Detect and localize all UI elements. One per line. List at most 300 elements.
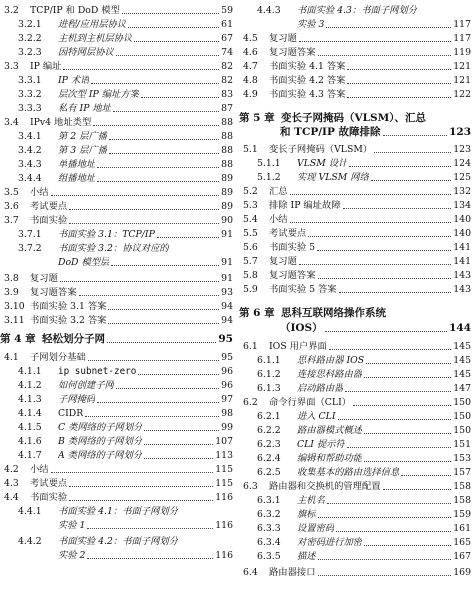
toc-entry-title: CIDR [58,408,84,419]
toc-leader-dots [144,430,219,431]
toc-entry-number: 6.2.4 [257,453,281,464]
toc-leader-dots [371,180,451,181]
toc-page-number: 95 [221,352,233,363]
toc-entry-title: IP 术语 [58,75,90,86]
toc-entry-number: 3.2.3 [18,47,42,58]
toc-entry-title: 组播地址 [58,173,96,184]
toc-entry-number: 4.5 [243,33,258,44]
toc-page-number: 124 [453,158,471,169]
toc-entry-row [4,102,233,115]
toc-entry-title: 私有 IP 地址 [58,103,112,114]
toc-page-number: 165 [453,537,471,548]
toc-entry-number: 6.3.5 [257,551,281,562]
toc-entry-number: 3.3 [4,61,19,72]
toc-entry-title: 启动路由器 [297,383,344,394]
toc-entry-row [243,340,471,353]
toc-entry-number: 4.7 [243,61,258,72]
toc-page-number: 150 [453,397,471,408]
toc-entry-title: 路由器模式概述 [297,425,363,436]
toc-entry-number: 6.2.2 [257,425,281,436]
toc-entry-title: 和 TCP/IP 故障排除 [280,126,381,138]
toc-page-number: 94 [221,301,233,312]
toc-leader-dots [141,97,219,98]
toc-entry-number: 4.4.2 [18,536,42,547]
toc-page-number: 134 [453,200,471,211]
toc-leader-dots [374,152,451,153]
toc-entry-row [4,18,233,31]
toc-entry-number: 4.1.2 [18,380,42,391]
toc-leader-dots [128,27,219,28]
toc-entry-title: ip subnet-zero [58,366,137,377]
toc-entry-title: B 类网络的子网划分 [58,436,143,447]
toc-page-number: 141 [453,242,471,253]
toc-entry-title: 书面实验 [30,492,68,503]
toc-page-number: 87 [221,103,233,114]
toc-entry-row [243,424,471,437]
toc-entry-title: DoD 模型层 [58,257,110,268]
toc-entry-row [243,368,471,381]
toc-leader-dots [329,349,451,350]
toc-entry-row [243,354,471,367]
toc-entry-number: 3.7 [4,215,19,226]
toc-entry-row [4,505,233,518]
toc-entry-title: 实验 2 [58,550,86,561]
toc-page-number: 88 [221,159,233,170]
toc-entry-row [243,46,471,59]
toc-entry-number: 3.2.2 [18,33,42,44]
toc-leader-dots [318,559,452,560]
toc-page-number: 145 [453,355,471,366]
toc-entry-title: 子网掩码 [58,394,96,405]
toc-leader-dots [325,331,447,332]
toc-page-number: 115 [215,464,233,475]
toc-entry-title: A 类网络的子网划分 [58,450,143,461]
toc-leader-dots [290,194,452,195]
toc-entry-number: 4.1.7 [18,450,42,461]
toc-entry-row [243,143,471,156]
toc-entry-title: 书面实验 4.3 答案 [269,89,346,100]
toc-entry-row [243,536,471,549]
toc-entry-number: 4.1.6 [18,436,42,447]
toc-entry-number: 3.4.2 [18,145,42,156]
toc-entry-number: 3.11 [4,315,25,326]
toc-entry-title: 编辑和帮助功能 [297,453,363,464]
toc-chapter-row [0,333,233,346]
toc-entry-row [4,449,233,462]
toc-entry-row [243,494,471,507]
toc-entry-row [4,421,233,434]
toc-leader-dots [347,83,451,84]
toc-entry-row [4,172,233,185]
toc-entry-row [243,480,471,493]
toc-entry-title: 复习题 [269,33,297,44]
toc-leader-dots [144,458,213,459]
toc-leader-dots [97,402,219,403]
toc-entry-title: 复习题答案 [269,270,316,281]
toc-entry-row [4,60,233,73]
toc-entry-row [243,213,471,226]
toc-page-number: 116 [215,492,233,503]
toc-entry-title: 路由器和交换机的管理配置 [269,481,381,492]
toc-leader-dots [336,531,451,532]
toc-leader-dots [122,13,219,14]
toc-page-number: 82 [221,61,233,72]
toc-leader-dots [109,139,219,140]
toc-entry-title: 思科路由器 IOS [297,355,365,366]
toc-page-number: 117 [453,33,471,44]
toc-leader-dots [87,558,213,559]
toc-entry-title: 复习题答案 [269,47,316,58]
toc-entry-row [4,300,233,313]
toc-leader-dots [364,433,451,434]
toc-entry-number: 4.2 [4,464,19,475]
toc-entry-number: 6.3 [243,481,258,492]
toc-page-number: 67 [221,33,233,44]
toc-leader-dots [318,517,452,518]
toc-entry-title: 路由器接口 [269,567,316,578]
toc-leader-dots [157,237,219,238]
toc-entry-row [243,157,471,170]
toc-entry-row [4,228,233,241]
toc-entry-row [4,365,233,378]
toc-entry-title: 书面实验 4.2：书面子网划分 [58,536,179,547]
toc-leader-dots [383,489,452,490]
toc-entry-number: 6.2.1 [257,411,281,422]
toc-entry-title: 单播地址 [58,159,96,170]
toc-leader-dots [318,575,452,576]
toc-entry-number: 3.4.3 [18,159,42,170]
toc-page-number: 153 [453,453,471,464]
toc-page-number: 158 [453,481,471,492]
toc-leader-dots [345,391,451,392]
toc-leader-dots [366,363,451,364]
toc-entry-number: 4.8 [243,75,258,86]
toc-entry-number: 6.1.3 [257,383,281,394]
toc-entry-row [243,452,471,465]
toc-page-number: 117 [453,19,471,30]
toc-entry-number: 3.7.2 [18,243,42,254]
toc-page-number: 82 [221,75,233,86]
toc-entry-title: 设置密码 [297,523,335,534]
toc-page-number: 123 [453,144,471,155]
toc-entry-number: 3.4.1 [18,131,42,142]
toc-leader-dots [85,416,219,417]
toc-page-number: 91 [221,229,233,240]
toc-leader-dots [69,223,219,224]
toc-entry-row [4,435,233,448]
toc-entry-number: 5.1.2 [257,172,281,183]
toc-entry-number: 3.8 [4,273,19,284]
toc-page-number: 145 [453,369,471,380]
toc-entry-number: 3.3.3 [18,103,42,114]
toc-entry-row [4,130,233,143]
toc-page-number: 96 [221,366,233,377]
toc-entry-title: 实现 VLSM 网络 [297,172,369,183]
toc-page-number: 169 [453,567,471,578]
toc-entry-row [4,32,233,45]
toc-entry-row [243,382,471,395]
toc-entry-number: 3.2.1 [18,19,42,30]
toc-page-number: 113 [215,450,233,461]
toc-leader-dots [326,27,451,28]
toc-entry-title: 书面实验 3.2 答案 [30,315,107,326]
toc-entry-number: 3.6 [4,201,19,212]
toc-entry-number: 5.2 [243,186,258,197]
toc-entry-title: 对密码进行加密 [297,537,363,548]
toc-entry-number: 6.3.4 [257,537,281,548]
toc-entry-row [4,116,233,129]
toc-entry-row [4,74,233,87]
toc-entry-row [4,351,233,364]
toc-leader-dots [60,281,219,282]
toc-entry-row [4,463,233,476]
toc-entry-number: 第 5 章 [239,112,275,124]
toc-entry-title: 汇总 [269,186,288,197]
toc-entry-title: （IOS） [280,322,323,334]
toc-leader-dots [111,265,219,266]
toc-entry-number: 3.5 [4,187,19,198]
toc-page-number: 98 [221,408,233,419]
toc-entry-title: 书面实验 3.2：协议对应的 [58,243,169,254]
toc-entry-title: 描述 [297,551,316,562]
toc-entry-number: 6.3.1 [257,495,281,506]
toc-page-number: 95 [218,333,233,345]
toc-entry-number: 3.10 [4,301,25,312]
toc-entry-title: CLI 提示符 [297,439,345,450]
toc-entry-title: 书面实验 3.1 答案 [30,301,107,312]
toc-entry-row [4,200,233,213]
toc-entry-number: 4.1 [4,352,19,363]
toc-entry-number: 5.1 [243,144,258,155]
toc-leader-dots [109,153,219,154]
toc-entry-title: 实验 1 [58,520,86,531]
toc-entry-number: 第 4 章 [0,333,36,345]
toc-leader-dots [113,111,219,112]
toc-entry-number: 4.4 [4,492,19,503]
toc-page-number: 123 [449,126,471,138]
toc-entry-row [4,519,233,532]
toc-entry-title: 排除 IP 编址故障 [269,200,341,211]
toc-entry-number: 4.4.3 [257,5,281,16]
toc-leader-dots [318,55,452,56]
toc-entry-row [243,199,471,212]
toc-page-number: 150 [453,425,471,436]
toc-entry-row [4,286,233,299]
toc-entry-title: 书面实验 4.3：书面子网划分 [297,5,418,16]
toc-entry-row [243,60,471,73]
toc-entry-number: 3.3.2 [18,89,42,100]
toc-entry-number: 第 6 章 [239,307,275,319]
toc-entry-number: 4.1.4 [18,408,42,419]
toc-page-number: 89 [221,201,233,212]
toc-entry-title: 书面实验 3.1：TCP/IP [58,229,155,240]
toc-entry-title: 复习题答案 [30,287,77,298]
toc-leader-dots [108,309,219,310]
toc-entry-number: 6.4 [243,567,258,578]
toc-page-number: 145 [453,341,471,352]
toc-entry-number: 5.4 [243,214,258,225]
toc-page-number: 161 [453,523,471,534]
toc-page-number: 93 [221,287,233,298]
toc-entry-row [243,522,471,535]
toc-leader-dots [69,486,213,487]
toc-entry-row [4,491,233,504]
toc-entry-row [243,396,471,409]
toc-entry-number: 6.2 [243,397,258,408]
toc-leader-dots [383,135,448,136]
toc-page-number: 140 [453,228,471,239]
toc-leader-dots [97,167,219,168]
toc-leader-dots [69,500,213,501]
toc-entry-number: 3.9 [4,287,19,298]
toc-leader-dots [51,195,220,196]
toc-page-number: 91 [221,273,233,284]
toc-entry-number: 4.1.1 [18,366,42,377]
toc-entry-row [243,171,471,184]
toc-entry-number: 5.9 [243,284,258,295]
toc-entry-title: 命令行界面（CLI） [269,397,352,408]
toc-entry-title: 小结 [30,464,49,475]
toc-leader-dots [107,342,216,343]
toc-entry-title: 进程/应用层协议 [58,19,127,30]
toc-leader-dots [116,55,219,56]
toc-entry-row [243,88,471,101]
toc-entry-title: 连接思科路由器 [297,369,363,380]
toc-leader-dots [134,41,219,42]
toc-entry-title: 书面实验 4.1 答案 [269,61,346,72]
toc-entry-row [243,269,471,282]
toc-page-number: 121 [453,61,471,72]
toc-leader-dots [339,292,452,293]
toc-page-number: 96 [221,380,233,391]
toc-leader-dots [116,388,219,389]
toc-entry-title: 考试要点 [30,478,68,489]
toc-entry-title: 子网划分基础 [30,352,86,363]
toc-entry-row [243,18,471,31]
toc-entry-number: 3.2 [4,5,19,16]
toc-page-number: 158 [453,495,471,506]
toc-entry-row [243,466,471,479]
toc-entry-title: 主机名 [297,495,325,506]
toc-page-number: 141 [453,256,471,267]
toc-chapter-row [239,112,471,125]
toc-leader-dots [308,236,451,237]
toc-entry-row [243,32,471,45]
toc-entry-row [4,88,233,101]
toc-leader-dots [290,222,452,223]
toc-page-number: 157 [453,467,471,478]
toc-entry-number: 5.3 [243,200,258,211]
toc-entry-title: 考试要点 [269,228,307,239]
toc-entry-number: 4.9 [243,89,258,100]
toc-entry-number: 4.3 [4,478,19,489]
toc-page-number: 159 [453,509,471,520]
toc-entry-row [4,214,233,227]
toc-entry-row [243,74,471,87]
toc-entry-title: 书面实验 5 答案 [269,284,337,295]
toc-entry-number: 5.8 [243,270,258,281]
toc-page-number: 144 [449,322,471,334]
toc-page-number: 107 [215,436,233,447]
toc-entry-title: 第 3 层广播 [58,145,108,156]
toc-leader-dots [69,209,219,210]
toc-page-number: 121 [453,75,471,86]
toc-entry-title: TCP/IP 和 DoD 模型 [30,5,120,16]
toc-entry-number: 5.1.1 [257,158,281,169]
toc-leader-dots [79,295,220,296]
toc-entry-row [243,4,471,17]
toc-page-number: 90 [221,215,233,226]
toc-page-number: 83 [221,89,233,100]
toc-page-number: 89 [221,187,233,198]
toc-entry-row [4,144,233,157]
toc-entry-title: C 类网络的子网划分 [58,422,143,433]
toc-leader-dots [97,181,219,182]
toc-entry-row [4,379,233,392]
toc-leader-dots [364,461,451,462]
toc-entry-title: 书面实验 4.1：书面子网划分 [58,506,179,517]
toc-chapter-row [243,322,471,335]
toc-entry-title: 进入 CLI [297,411,336,422]
toc-page-number: 140 [453,214,471,225]
toc-entry-title: 复习题 [269,256,297,267]
toc-leader-dots [364,377,451,378]
toc-leader-dots [138,374,219,375]
toc-leader-dots [51,472,214,473]
toc-entry-row [4,4,233,17]
toc-page-number: 97 [221,394,233,405]
toc-leader-dots [63,69,219,70]
toc-entry-number: 3.7.1 [18,229,42,240]
toc-page-number: 59 [221,5,233,16]
toc-entry-number: 6.3.2 [257,509,281,520]
toc-entry-title: 轻松划分子网 [42,333,105,345]
toc-entry-title: 收集基本的路由选择信息 [297,467,400,478]
toc-entry-row [243,508,471,521]
toc-page-number: 116 [215,520,233,531]
toc-entry-title: 如何创建子网 [58,380,114,391]
toc-page-number: 119 [453,47,471,58]
toc-entry-title: 书面实验 5 [269,242,316,253]
toc-leader-dots [338,419,452,420]
toc-leader-dots [317,250,451,251]
toc-page-number: 88 [221,117,233,128]
toc-entry-title: 主机到主机层协议 [58,33,133,44]
toc-entry-number: 6.1.2 [257,369,281,380]
toc-page-number: 151 [453,439,471,450]
toc-page-number: 88 [221,131,233,142]
toc-page-number: 89 [221,173,233,184]
toc-entry-number: 4.1.5 [18,422,42,433]
toc-entry-title: 变长子网掩码（VLSM）、汇总 [281,112,426,124]
toc-entry-row [4,314,233,327]
toc-entry-title: IPv4 地址类型 [30,117,92,128]
toc-entry-row [243,410,471,423]
toc-page-number: 143 [453,270,471,281]
toc-entry-number: 5.6 [243,242,258,253]
toc-entry-row [4,407,233,420]
toc-entry-title: 因特网层协议 [58,47,114,58]
toc-entry-title: 小结 [269,214,288,225]
toc-entry-title: 旗标 [297,509,316,520]
toc-entry-title: 复习题 [30,273,58,284]
toc-entry-number: 6.2.3 [257,439,281,450]
toc-leader-dots [144,444,213,445]
toc-page-number: 150 [453,411,471,422]
toc-entry-title: 第 2 层广播 [58,131,108,142]
toc-leader-dots [347,97,451,98]
toc-leader-dots [343,208,452,209]
